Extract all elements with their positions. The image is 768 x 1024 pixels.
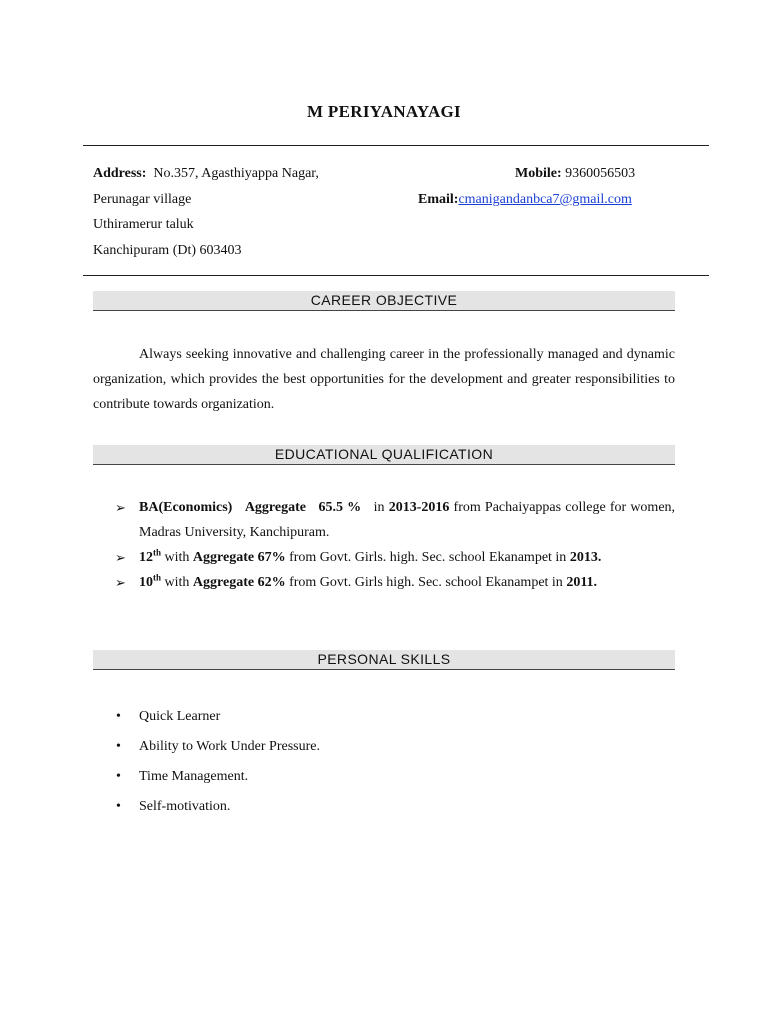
education-item-ba: ➢ BA(Economics) Aggregate 65.5 % in 2013-2016 from Pachaiyappas college for women, Madras University, Kanchipuram. <box>93 495 675 545</box>
email-label: Email: <box>418 192 459 207</box>
header-divider-top <box>83 145 709 146</box>
mobile-line <box>515 166 635 182</box>
bullet-icon: • <box>116 799 121 814</box>
email-line <box>418 192 632 208</box>
email-link[interactable]: cmanigandanbca7@gmail.com <box>458 192 632 207</box>
list-item: • Ability to Work Under Pressure. <box>93 734 320 764</box>
education-list <box>93 495 675 595</box>
address-line-4: Kanchipuram (Dt) 603403 <box>93 243 242 258</box>
address-line-2: Perunagar village <box>93 192 192 207</box>
list-item: • Time Management. <box>93 764 320 794</box>
applicant-name: M PERIYANAYAGI <box>307 102 461 121</box>
career-objective-text: Always seeking innovative and challenging career in the professionally managed and dynamic organization, which provides the best opportunities for the development and greater responsibilities to contribute towards organization. <box>93 347 675 412</box>
arrow-bullet-icon: ➢ <box>115 575 126 590</box>
mobile-value: 9360056503 <box>565 166 636 181</box>
education-item-10th: ➢ 10th with Aggregate 62% from Govt. Girls high. Sec. school Ekanampet in 2011. <box>93 570 675 595</box>
header-divider-bottom <box>83 275 709 276</box>
bullet-icon: • <box>116 709 121 724</box>
personal-skills-heading: PERSONAL SKILLS <box>93 650 675 670</box>
address-street: No.357, Agasthiyappa Nagar, <box>153 166 319 181</box>
bullet-icon: • <box>116 739 121 754</box>
address-line-3: Uthiramerur taluk <box>93 217 194 232</box>
address-line-1 <box>93 166 319 182</box>
education-heading: EDUCATIONAL QUALIFICATION <box>93 445 675 465</box>
arrow-bullet-icon: ➢ <box>115 550 126 565</box>
skills-list <box>93 704 320 824</box>
bullet-icon: • <box>116 769 121 784</box>
career-objective-heading: CAREER OBJECTIVE <box>93 291 675 311</box>
arrow-bullet-icon: ➢ <box>115 500 126 515</box>
education-item-12th: ➢ 12th with Aggregate 67% from Govt. Girls. high. Sec. school Ekanampet in 2013. <box>93 545 675 570</box>
list-item: • Quick Learner <box>93 704 320 734</box>
list-item: • Self-motivation. <box>93 794 320 824</box>
mobile-label: Mobile: <box>515 166 562 181</box>
address-label: Address: <box>93 166 147 181</box>
